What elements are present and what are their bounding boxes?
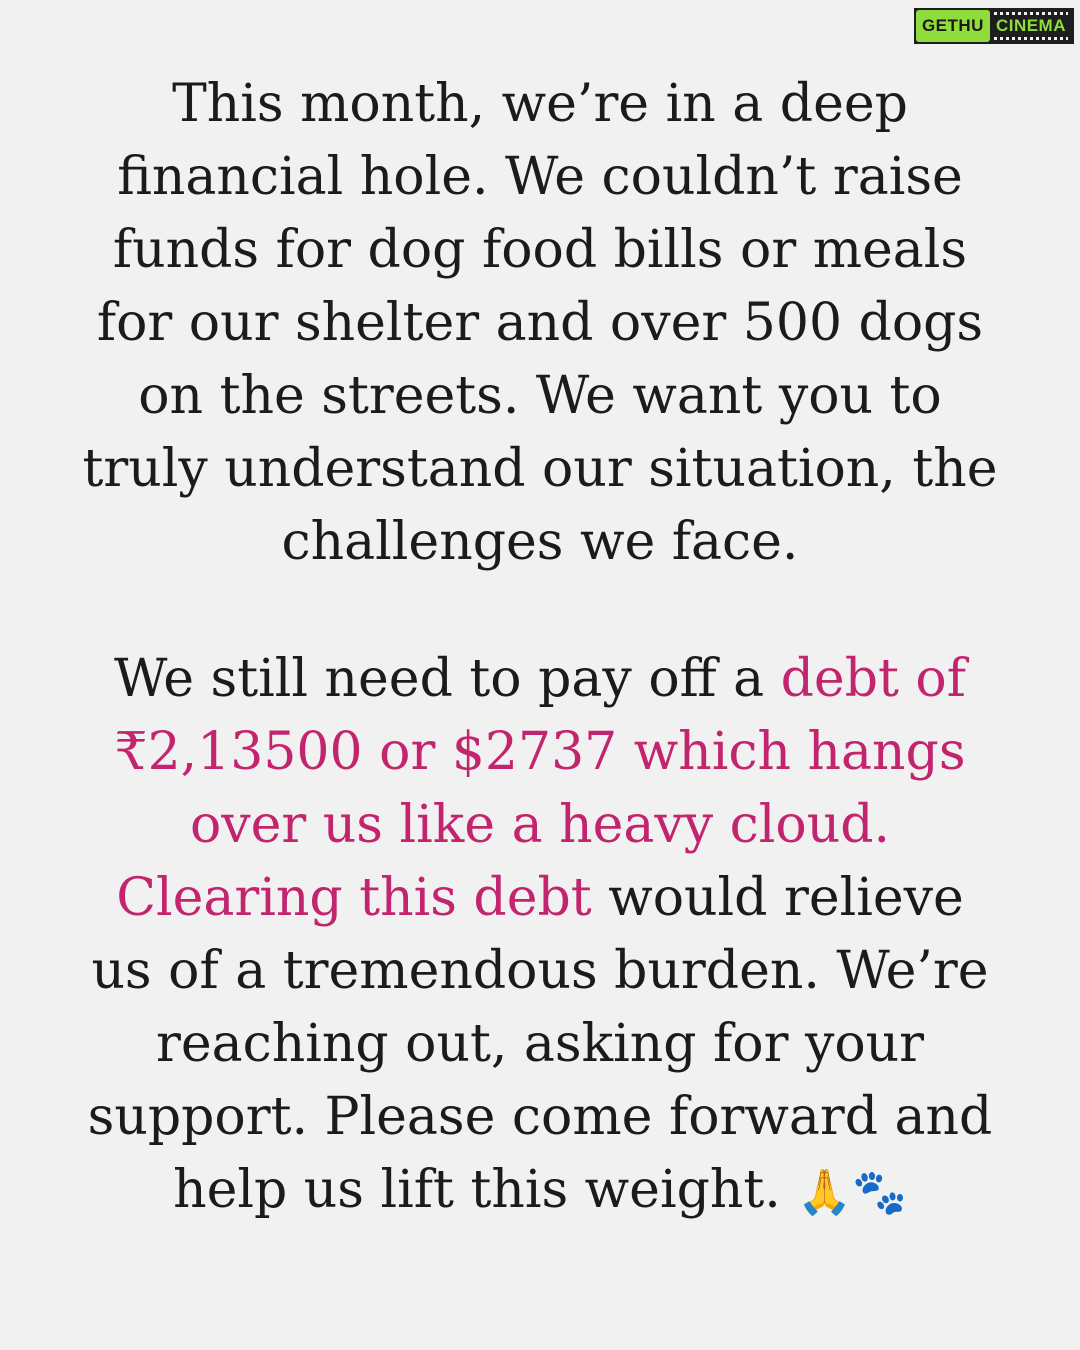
text-line (40, 862, 1040, 935)
watermark-left-text: GETHU (916, 10, 990, 42)
paragraph-debt-appeal (40, 643, 1040, 1229)
text-line: challenges we face. (281, 512, 799, 572)
text-segment: help us lift this weight. (173, 1160, 798, 1220)
debt-highlight: debt of (780, 649, 966, 709)
debt-amount-highlight: ₹2,13500 or $2737 which hangs (114, 722, 966, 782)
debt-highlight: over us like a heavy cloud. (189, 795, 891, 855)
text-line: support. Please come forward and (87, 1087, 993, 1147)
text-line: reaching out, asking for your (155, 1014, 925, 1074)
text-line (40, 643, 1040, 716)
text-line: for our shelter and over 500 dogs (96, 293, 984, 353)
text-line: This month, we’re in a deep (172, 74, 908, 134)
film-strip-bottom-icon (994, 37, 1068, 40)
text-segment: would relieve (591, 868, 964, 928)
text-segment: We still need to pay off a (114, 649, 781, 709)
film-strip-top-icon (994, 12, 1068, 15)
watermark-right-text (990, 10, 1072, 42)
text-line (40, 1154, 1040, 1229)
text-line: financial hole. We couldn’t raise (117, 147, 963, 207)
text-line: on the streets. We want you to (138, 366, 942, 426)
gethu-cinema-watermark-logo (914, 8, 1074, 44)
post-text-body (40, 68, 1040, 1229)
paragraph-situation (40, 68, 1040, 579)
watermark-right-label: CINEMA (995, 16, 1066, 35)
text-line: us of a tremendous burden. We’re (91, 941, 989, 1001)
debt-highlight: Clearing this debt (116, 868, 592, 928)
praying-hands-paw-prints-icon: 🙏🐾 (797, 1167, 907, 1218)
text-line: funds for dog food bills or meals (112, 220, 968, 280)
text-line: truly understand our situation, the (82, 439, 998, 499)
